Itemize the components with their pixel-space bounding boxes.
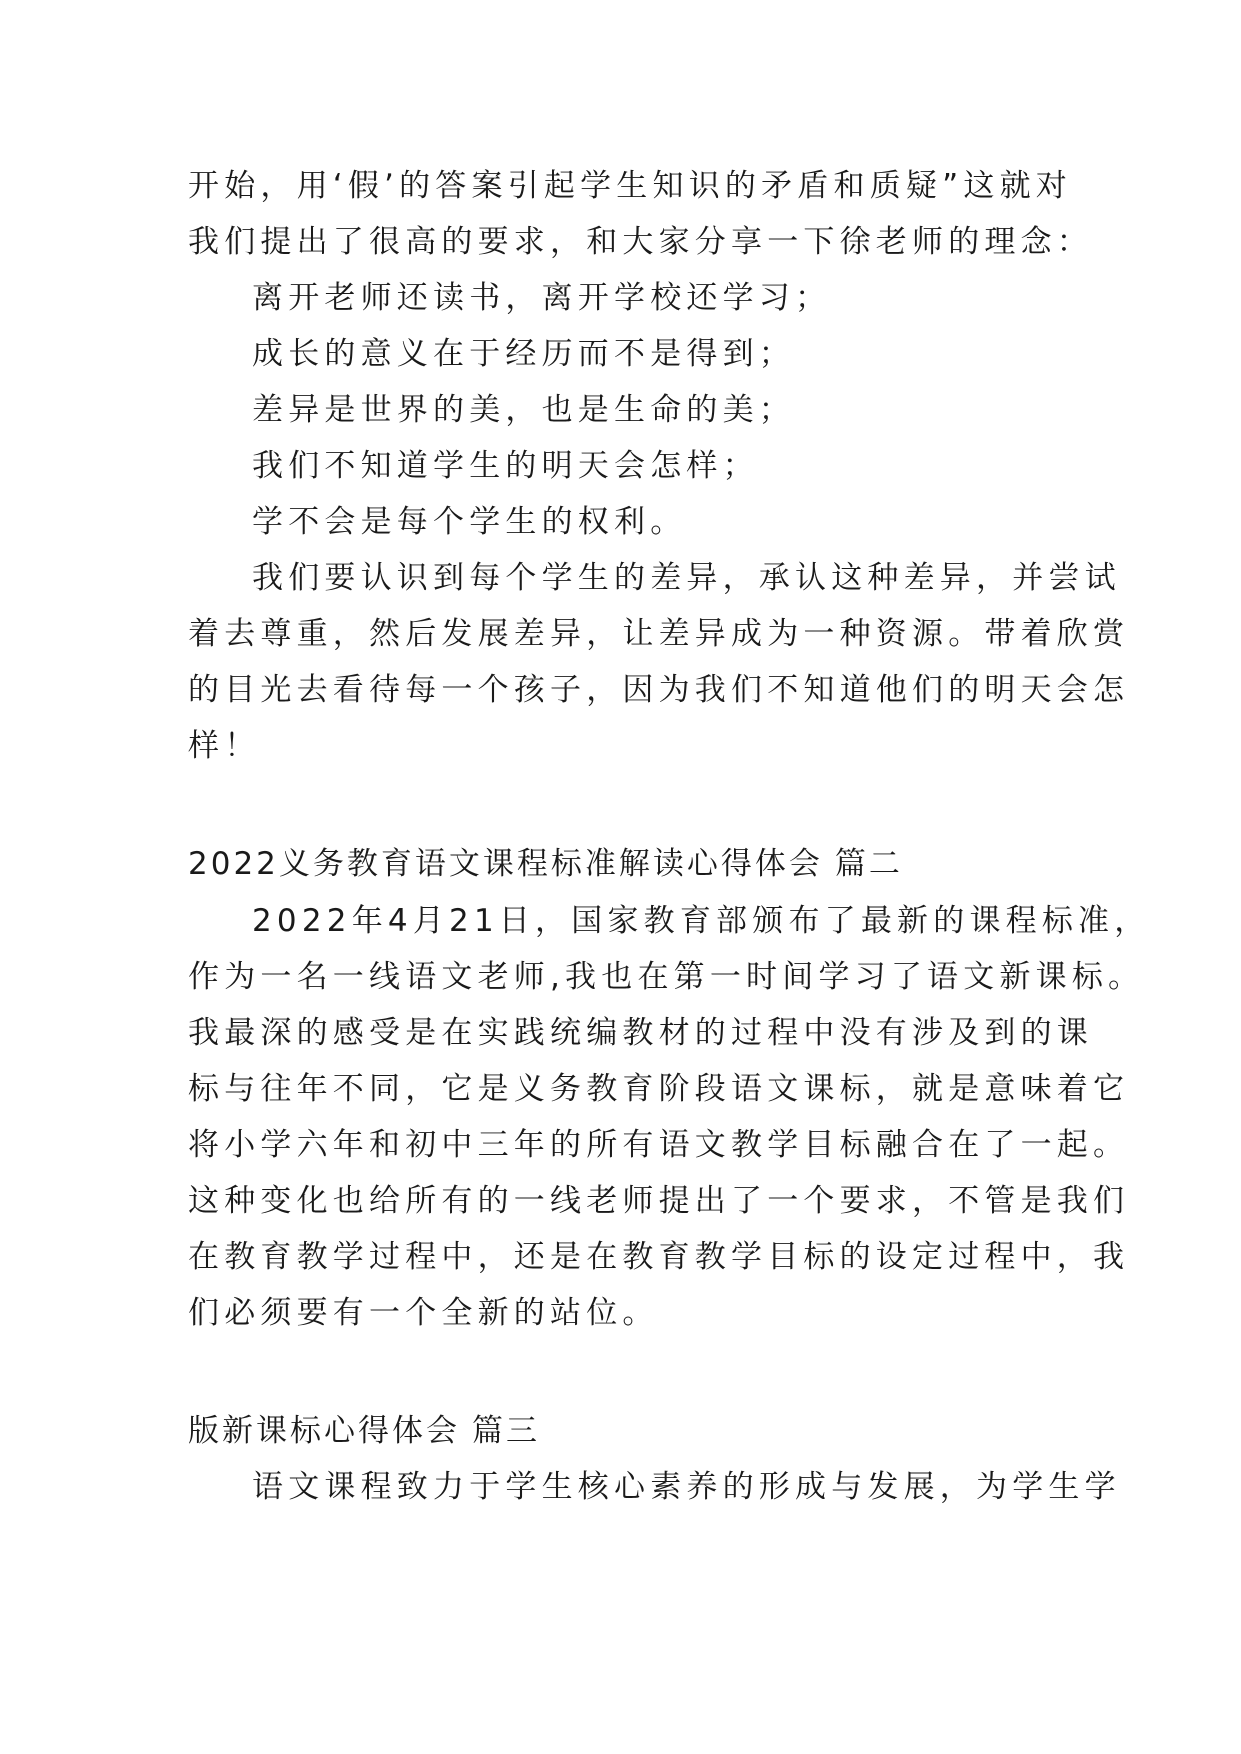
paragraph-line: 样！ [188,728,261,764]
idea-line: 学不会是每个学生的权利。 [252,504,687,540]
section-heading [188,844,903,884]
paragraph-line: 们必须要有一个全新的站位。 [188,1295,659,1331]
paragraph-line: 在教育教学过程中，还是在教育教学目标的设定过程中，我 [188,1239,1130,1275]
section-title: 2022义务教育语文课程标准解读心得体会 [188,846,823,882]
paragraph-line: 将小学六年和初中三年的所有语文教学目标融合在了一起。 [188,1127,1130,1163]
paragraph-line: 这种变化也给所有的一线老师提出了一个要求，不管是我们 [188,1183,1130,1219]
paragraph-line: 开始，用‘假’的答案引起学生知识的矛盾和质疑”这就对 [188,168,1072,204]
idea-line: 离开老师还读书，离开学校还学习； [252,280,832,316]
paragraph-line: 我最深的感受是在实践统编教材的过程中没有涉及到的课 [188,1015,1093,1051]
section-heading [188,1411,540,1451]
idea-line: 我们不知道学生的明天会怎样； [252,448,759,484]
section-label: 篇二 [834,846,903,882]
paragraph-line: 的目光去看待每一个孩子，因为我们不知道他们的明天会怎 [188,672,1130,708]
idea-line: 差异是世界的美，也是生命的美； [252,392,795,428]
section-label: 篇三 [472,1413,540,1449]
paragraph-line: 作为一名一线语文老师,我也在第一时间学习了语文新课标。 [188,959,1145,995]
paragraph-line: 着去尊重，然后发展差异，让差异成为一种资源。带着欣赏 [188,616,1130,652]
section-title: 版新课标心得体会 [188,1413,460,1449]
idea-line: 成长的意义在于经历而不是得到； [252,336,795,372]
paragraph-line: 我们要认识到每个学生的差异，承认这种差异，并尝试 [252,560,1121,596]
paragraph-line: 2022年4月21日，国家教育部颁布了最新的课程标准， [252,903,1151,939]
paragraph-line: 语文课程致力于学生核心素养的形成与发展，为学生学 [252,1469,1121,1505]
paragraph-line: 标与往年不同，它是义务教育阶段语文课标，就是意味着它 [188,1071,1130,1107]
paragraph-line: 我们提出了很高的要求，和大家分享一下徐老师的理念： [188,224,1093,260]
